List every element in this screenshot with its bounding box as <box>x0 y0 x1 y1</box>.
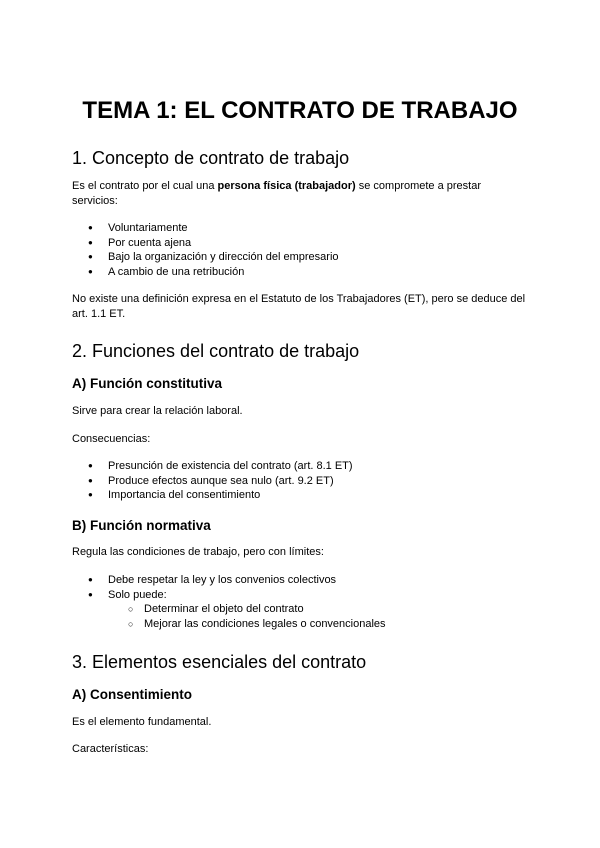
section-2-heading: 2. Funciones del contrato de trabajo <box>72 341 360 361</box>
section-2b-text: Regula las condiciones de trabajo, pero con límites: <box>72 546 324 558</box>
list-item: ● Presunción de existencia del contrato (art. 8.1 ET) <box>72 459 353 474</box>
list-item: ● A cambio de una retribución <box>72 265 339 280</box>
section-3-heading: 3. Elementos esenciales del contrato <box>72 652 367 672</box>
list-item: ● Debe respetar la ley y los convenios colectivos <box>72 573 386 588</box>
intro-text-bold: persona física (trabajador) <box>217 180 356 192</box>
sub-list-item: ○ Mejorar las condiciones legales o convencionales <box>72 617 386 632</box>
section-3a-characteristics-label: Características: <box>72 743 149 755</box>
section-2a-heading: A) Función constitutiva <box>72 376 222 391</box>
list-item: ● Bajo la organización y dirección del empresario <box>72 250 339 265</box>
list-item: ● Por cuenta ajena <box>72 236 339 251</box>
section-3a-text: Es el elemento fundamental. <box>72 716 212 728</box>
section-1-list <box>72 221 339 279</box>
document-title: TEMA 1: EL CONTRATO DE TRABAJO <box>82 97 518 124</box>
section-2a-text: Sirve para crear la relación laboral. <box>72 405 243 417</box>
list-item: ● Voluntariamente <box>72 221 339 236</box>
list-item: ● Produce efectos aunque sea nulo (art. 9.2 ET) <box>72 474 353 489</box>
intro-text-pre: Es el contrato por el cual una <box>72 180 218 192</box>
section-2b-list <box>72 573 386 631</box>
list-item: ● Solo puede: <box>72 588 386 603</box>
section-1-note: No existe una definición expresa en el Estatuto de los Trabajadores (ET), pero se deduce del art. 1.1 ET. <box>72 293 526 320</box>
list-item: ● Importancia del consentimiento <box>72 488 353 503</box>
sub-list-item: ○ Determinar el objeto del contrato <box>72 602 386 617</box>
section-2a-consequences-label: Consecuencias: <box>72 433 151 445</box>
section-1-heading: 1. Concepto de contrato de trabajo <box>72 148 350 168</box>
section-2a-list <box>72 459 353 503</box>
intro-text-post: se compromete a prestar servicios: <box>72 180 482 207</box>
section-1-intro <box>72 179 528 209</box>
section-3a-heading: A) Consentimiento <box>72 687 192 702</box>
section-2b-heading: B) Función normativa <box>72 518 211 533</box>
